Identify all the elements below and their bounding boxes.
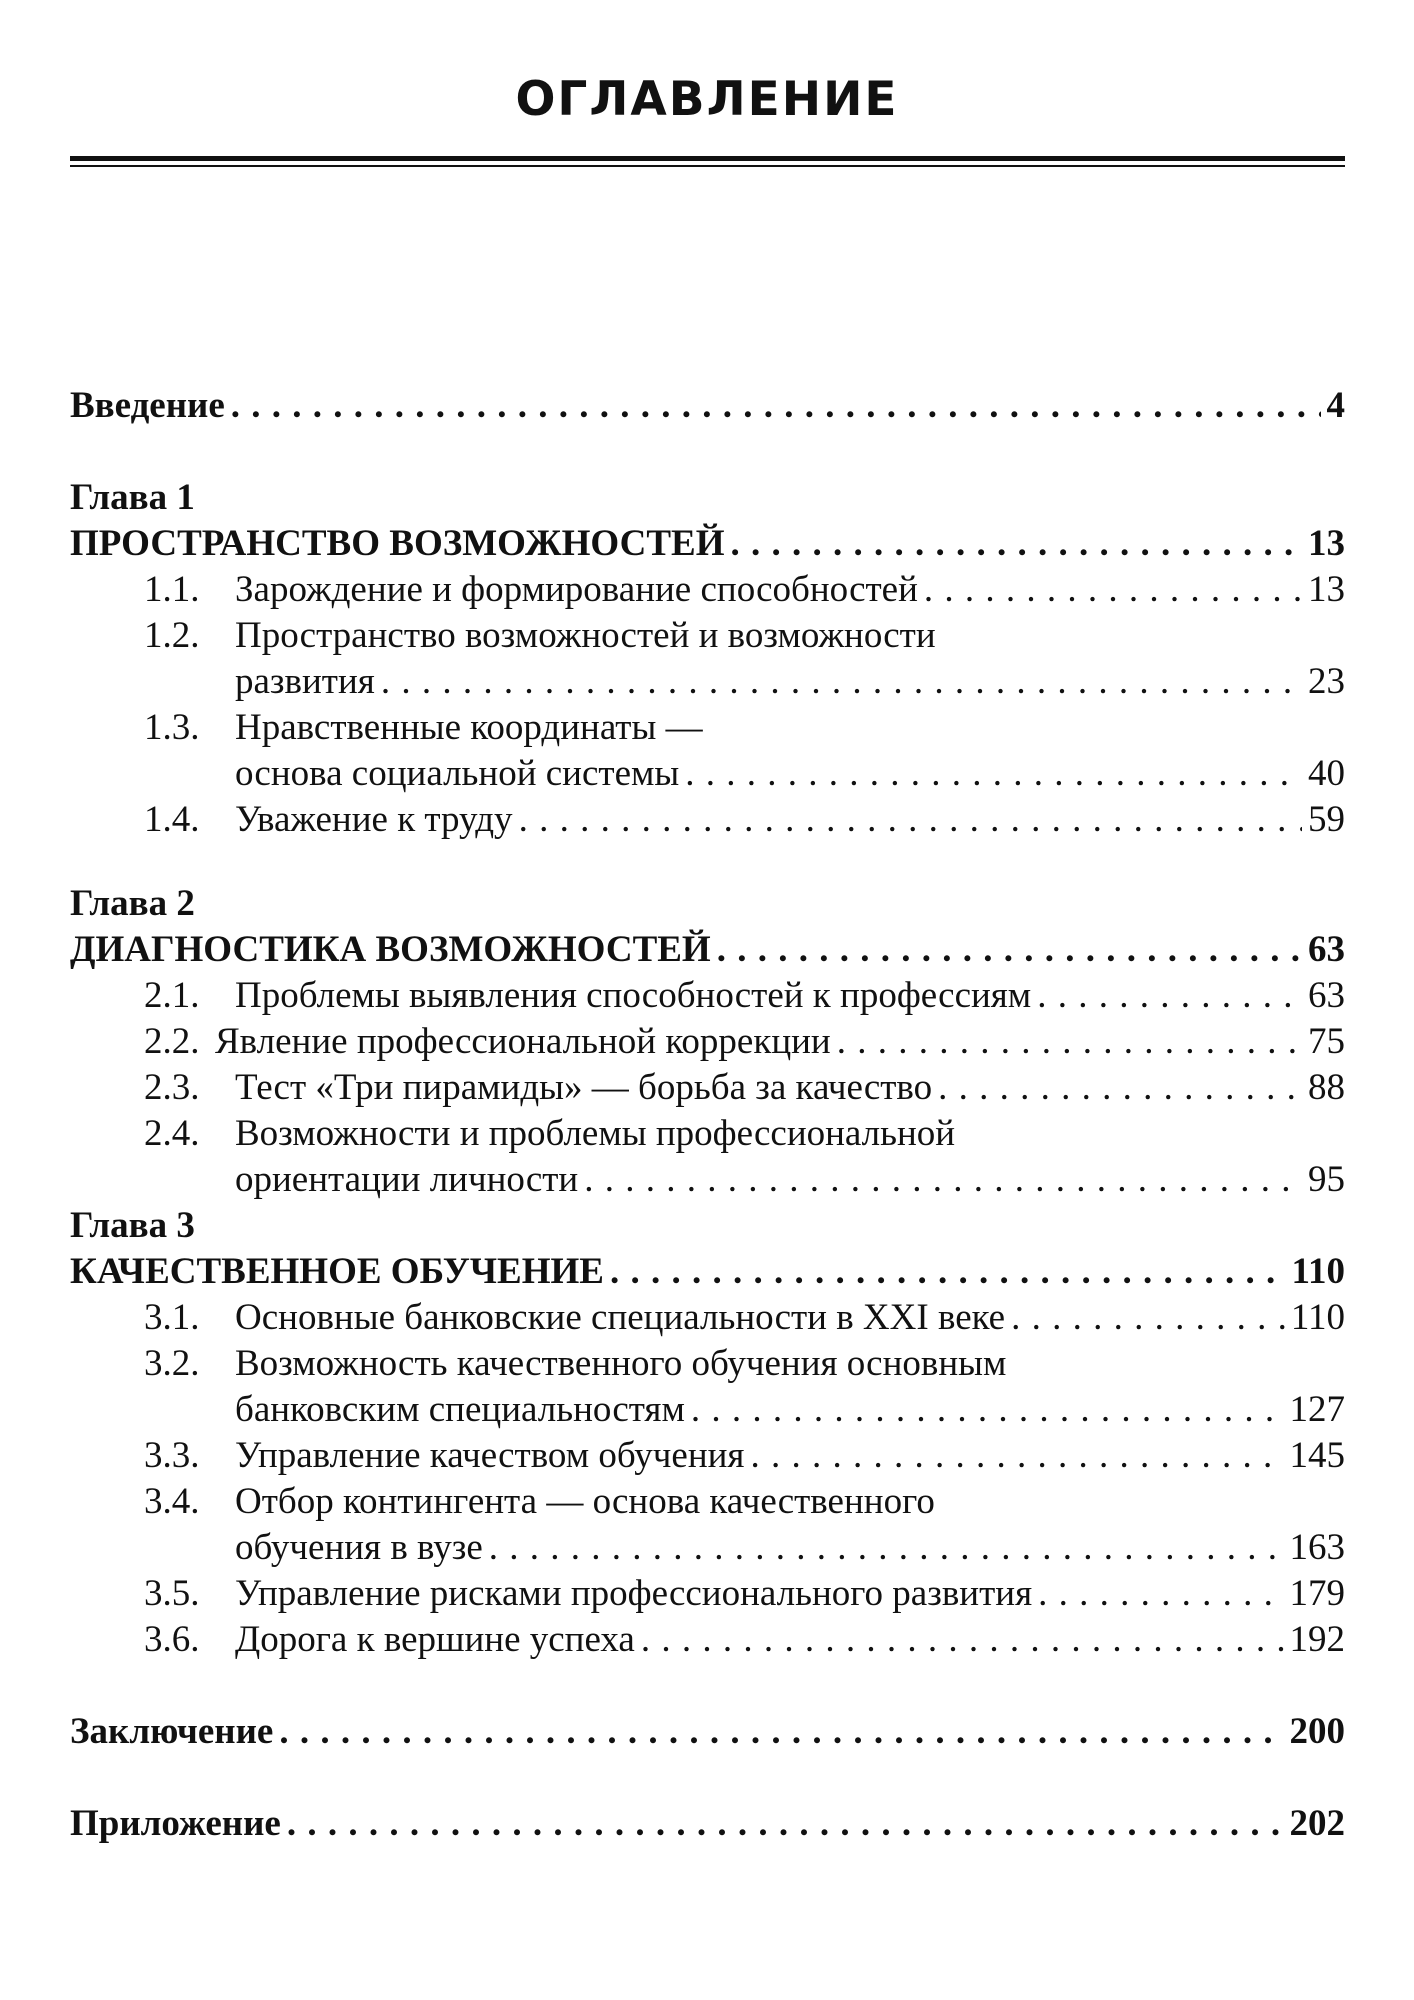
- section-title-continued: основа социальной системы: [235, 753, 680, 794]
- section-title-continued: развития: [235, 661, 375, 702]
- section-number: 1.3.: [144, 707, 200, 748]
- page-number: 40: [1308, 753, 1345, 794]
- section-title: Уважение к труду: [235, 799, 513, 840]
- toc-entry-1-4[interactable]: [70, 797, 1345, 843]
- dot-leader: [717, 927, 1302, 973]
- dot-leader: [1011, 1295, 1285, 1341]
- toc-entry-2-1[interactable]: [70, 973, 1345, 1019]
- section-title: Тест «Три пирамиды» — борьба за качество: [235, 1067, 933, 1108]
- section-number: 2.1.: [144, 975, 200, 1016]
- dot-leader: [610, 1249, 1286, 1295]
- toc-entry-3-5[interactable]: [70, 1571, 1345, 1617]
- section-number: 3.5.: [144, 1573, 200, 1614]
- section-title: Возможность качественного обучения основным: [235, 1343, 1007, 1384]
- toc-entry-3-4-continued[interactable]: [235, 1525, 1345, 1571]
- section-title: Управление качеством обучения: [235, 1435, 745, 1476]
- dot-leader: [287, 1801, 1284, 1847]
- chapter-label-text: Глава 3: [70, 1205, 195, 1246]
- toc-entry-intro[interactable]: [70, 383, 1345, 429]
- section-title: Отбор контингента — основа качественного: [235, 1481, 935, 1522]
- page-number: 163: [1289, 1527, 1345, 1568]
- page-number: 110: [1290, 1297, 1345, 1338]
- section-title: Явление профессиональной коррекции: [215, 1021, 831, 1062]
- section-title: Пространство возможностей и возможности: [235, 615, 936, 656]
- page-number: 63: [1308, 975, 1345, 1016]
- dot-leader: [279, 1709, 1283, 1755]
- page-number: 202: [1289, 1803, 1345, 1844]
- page-number: 23: [1308, 661, 1345, 702]
- page-number: 88: [1308, 1067, 1345, 1108]
- dot-leader: [584, 1157, 1302, 1203]
- section-title: Зарождение и формирование способностей: [235, 569, 918, 610]
- toc-entry-1-1[interactable]: [70, 567, 1345, 613]
- chapter-label-text: Глава 1: [70, 477, 195, 518]
- page-number: 75: [1308, 1021, 1345, 1062]
- dot-leader: [489, 1525, 1284, 1571]
- page-number: 59: [1308, 799, 1345, 840]
- toc-entry-3-2[interactable]: [70, 1341, 1345, 1387]
- page-number: 13: [1308, 569, 1345, 610]
- section-title: Основные банковские специальности в XXI веке: [235, 1297, 1006, 1338]
- toc-entry-1-3-continued[interactable]: [235, 751, 1345, 797]
- toc-entry-3-2-continued[interactable]: [235, 1387, 1345, 1433]
- dot-leader: [1037, 973, 1302, 1019]
- section-number: 1.1.: [144, 569, 200, 610]
- toc-entry-chapter-1[interactable]: [70, 521, 1345, 567]
- toc-entry-title: Приложение: [70, 1803, 281, 1844]
- section-title-continued: банковским специальностям: [235, 1389, 685, 1430]
- page-number: 192: [1289, 1619, 1345, 1660]
- dot-leader: [1038, 1571, 1283, 1617]
- page-number: 110: [1291, 1251, 1345, 1292]
- toc-entry-1-3[interactable]: [70, 705, 1345, 751]
- chapter-label: [70, 475, 1345, 521]
- dot-leader: [381, 659, 1302, 705]
- toc-entry-title: Заключение: [70, 1711, 274, 1752]
- title-rule-thick: [70, 156, 1345, 161]
- dot-leader: [924, 567, 1302, 613]
- toc-entry-2-2[interactable]: [70, 1019, 1345, 1065]
- section-number: 3.6.: [144, 1619, 200, 1660]
- section-title: Нравственные координаты —: [235, 707, 703, 748]
- section-title: Управление рисками профессионального развития: [235, 1573, 1033, 1614]
- page-number: 127: [1289, 1389, 1345, 1430]
- toc-entry-chapter-3[interactable]: [70, 1249, 1345, 1295]
- section-number: 3.4.: [144, 1481, 200, 1522]
- section-number: 1.4.: [144, 799, 200, 840]
- toc-entry-conclusion[interactable]: [70, 1709, 1345, 1755]
- page-number: 63: [1308, 929, 1345, 970]
- section-number: 3.2.: [144, 1343, 200, 1384]
- dot-leader: [691, 1387, 1284, 1433]
- toc-entry-1-2-continued[interactable]: [235, 659, 1345, 705]
- toc-entry-appendix[interactable]: [70, 1801, 1345, 1847]
- page-number: 145: [1289, 1435, 1345, 1476]
- toc-entry-3-3[interactable]: [70, 1433, 1345, 1479]
- section-title-continued: обучения в вузе: [235, 1527, 483, 1568]
- toc-entry-2-4[interactable]: [70, 1111, 1345, 1157]
- toc-entry-chapter-2[interactable]: [70, 927, 1345, 973]
- dot-leader: [938, 1065, 1302, 1111]
- chapter-title: ДИАГНОСТИКА ВОЗМОЖНОСТЕЙ: [70, 929, 711, 970]
- chapter-title: КАЧЕСТВЕННОЕ ОБУЧЕНИЕ: [70, 1251, 604, 1292]
- section-number: 1.2.: [144, 615, 200, 656]
- page-number: 179: [1289, 1573, 1345, 1614]
- section-number: 3.1.: [144, 1297, 200, 1338]
- toc-entry-3-6[interactable]: [70, 1617, 1345, 1663]
- dot-leader: [750, 1433, 1283, 1479]
- dot-leader: [231, 383, 1321, 429]
- page-number: 4: [1326, 385, 1345, 426]
- chapter-title: ПРОСТРАНСТВО ВОЗМОЖНОСТЕЙ: [70, 523, 725, 564]
- toc-entry-3-1[interactable]: [70, 1295, 1345, 1341]
- section-number: 3.3.: [144, 1435, 200, 1476]
- section-number: 2.2.: [144, 1021, 200, 1062]
- dot-leader: [685, 751, 1302, 797]
- toc-entry-1-2[interactable]: [70, 613, 1345, 659]
- chapter-label: [70, 1203, 1345, 1249]
- section-number: 2.3.: [144, 1067, 200, 1108]
- dot-leader: [519, 797, 1302, 843]
- chapter-label: [70, 881, 1345, 927]
- toc-entry-2-4-continued[interactable]: [235, 1157, 1345, 1203]
- chapter-label-text: Глава 2: [70, 883, 195, 924]
- section-title: Возможности и проблемы профессиональной: [235, 1113, 956, 1154]
- toc-entry-3-4[interactable]: [70, 1479, 1345, 1525]
- section-title-continued: ориентации личности: [235, 1159, 579, 1200]
- toc-entry-2-3[interactable]: [70, 1065, 1345, 1111]
- title-rule-thin: [70, 165, 1345, 167]
- toc-entry-title: Введение: [70, 385, 225, 426]
- page-title: ОГЛАВЛЕНИЕ: [515, 72, 899, 127]
- page-number: 13: [1308, 523, 1345, 564]
- dot-leader: [641, 1617, 1284, 1663]
- table-of-contents: [70, 383, 1345, 1847]
- section-title: Дорога к вершине успеха: [235, 1619, 635, 1660]
- section-title: Проблемы выявления способностей к профессиям: [235, 975, 1032, 1016]
- section-number: 2.4.: [144, 1113, 200, 1154]
- dot-leader: [837, 1019, 1302, 1065]
- page-number: 95: [1308, 1159, 1345, 1200]
- dot-leader: [731, 521, 1303, 567]
- page-number: 200: [1289, 1711, 1345, 1752]
